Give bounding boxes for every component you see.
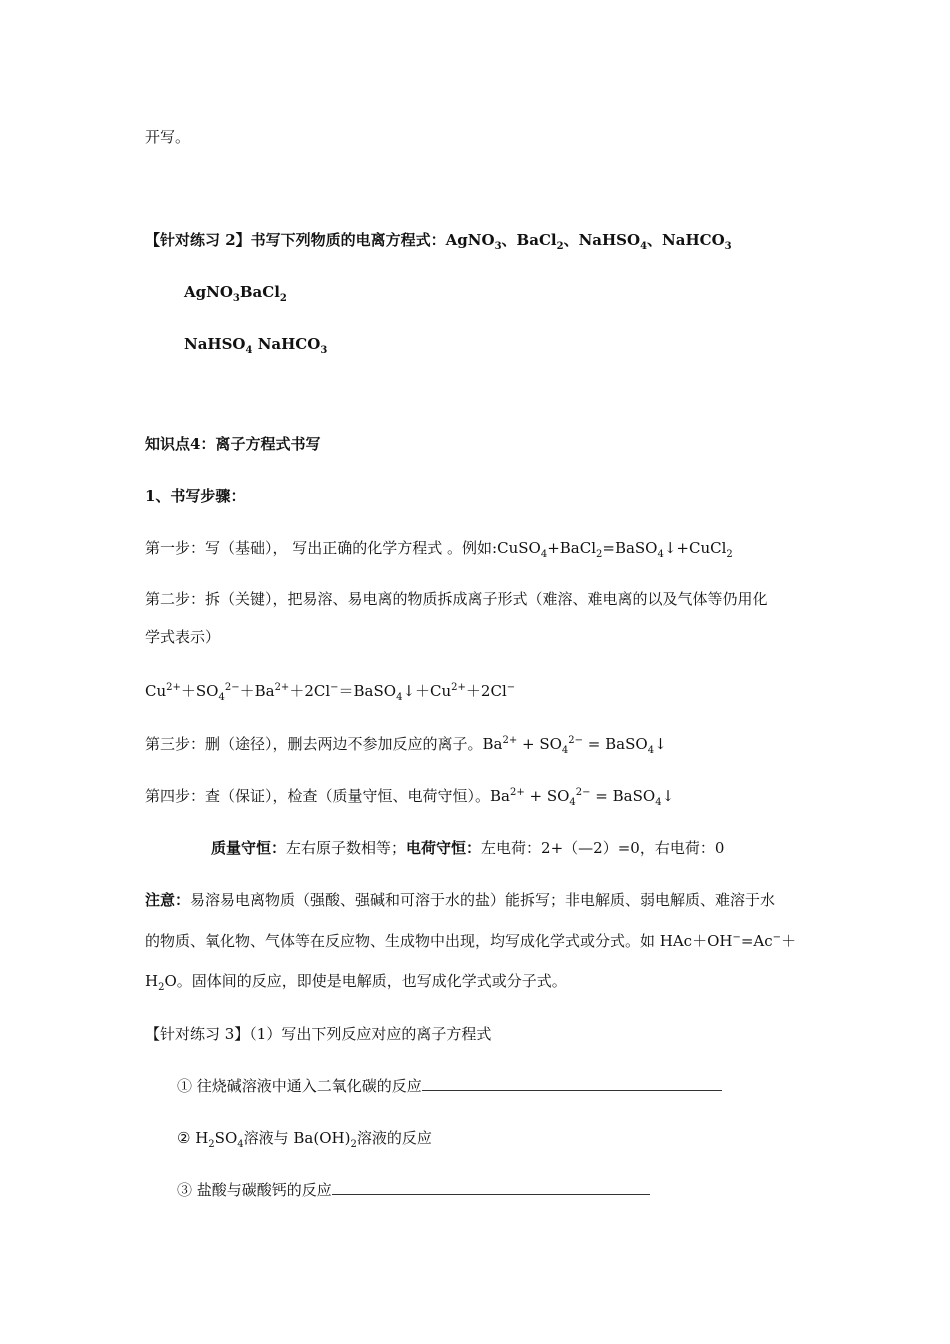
knowledge-point-4-title: 知识点4：离子方程式书写 [145,435,321,453]
practice3-item2: ② $H_2SO_4$溶液与 $Ba(OH)_2$溶液的反应 [177,1129,432,1150]
step2-line2: 学式表示） [145,628,221,646]
answer-blank[interactable] [332,1180,650,1195]
steps-title: 1、书写步骤： [145,487,246,505]
step3-text: 第三步：删（途径），删去两边不参加反应的离子。$Ba^{2+} + SO_4^{2-}$ = BaSO$_4$↓ [145,735,667,756]
note-line1: 注意：易溶易电离物质（强酸、强碱和可溶于水的盐）能拆写；非电解质、弱电解质、难溶于水 [145,891,776,909]
note-line2: 的物质、氧化物、气体等在反应物、生成物中出现，均写成化学式或分式。如 HAc＋OH−=Ac−＋ [145,932,797,950]
continuation-text: 开写。 [145,128,191,146]
practice3-item3: ③ 盐酸与碳酸钙的反应 [177,1180,650,1200]
practice2-answer-line1: AgNO$_3$BaCl$_2$ [184,283,287,304]
practice3-item1: ① 往烧碱溶液中通入二氧化碳的反应 [177,1076,722,1096]
answer-blank[interactable] [422,1076,722,1091]
note-line3: $H_2O$。固体间的反应，即使是电解质，也写成化学式或分子式。 [145,972,567,993]
practice3-title: 【针对练习 3】（1）写出下列反应对应的离子方程式 [145,1025,492,1043]
step1-text: 第一步：写（基础）， 写出正确的化学方程式 。例如:CuSO$_4$+BaCl$_2$=BaSO$_4$↓+CuCl$_2$ [145,539,733,560]
step2-line1: 第二步：拆（关键），把易溶、易电离的物质拆成离子形式（难溶、难电离的以及气体等仍用化 [145,590,768,608]
practice2-answer-line2: NaHSO$_4$ NaHCO$_3$ [184,335,328,356]
conservation-line: 质量守恒：左右原子数相等；电荷守恒：左电荷：2+（—2）=0，右电荷：0 [211,839,725,857]
ionic-equation: $Cu^{2+}+SO_4^{2-}+Ba^{2+}+2Cl^-=BaSO_4↓+Cu^{2+}+2Cl^-$ [145,682,516,703]
step4-text: 第四步：查（保证），检查（质量守恒、电荷守恒）。$Ba^{2+} + SO_4^{2-}$ = BaSO$_4$↓ [145,787,675,808]
practice2-title: 【针对练习 2】书写下列物质的电离方程式：AgNO$_3$、BaCl$_2$、NaHSO$_4$、NaHCO$_3$ [145,231,732,252]
